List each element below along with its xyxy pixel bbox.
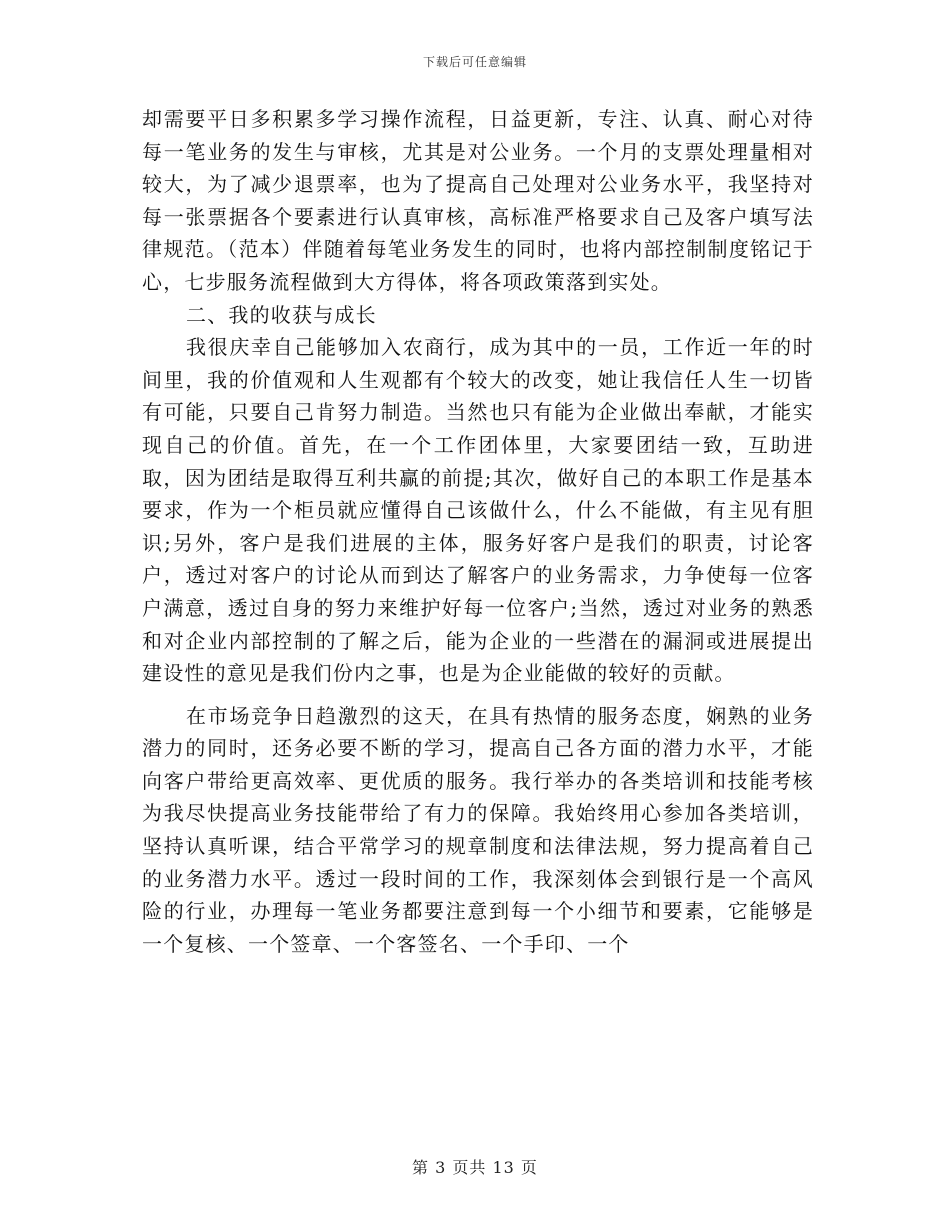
document-body [142,103,814,960]
page-header: 下载后可任意编辑 [422,55,527,69]
body-paragraph-2: 我很庆幸自己能够加入农商行，成为其中的一员，工作近一年的时间里，我的价值观和人生观都有个较大的改变，她让我信任人生一切皆有可能，只要自己肯努力制造。当然也只有能为企业做出奉献，才能实现自己的价值。首先，在一个工作团体里，大家要团结一致，互助进取，因为团结是取得互利共赢的前提;其次，做好自己的本职工作是基本要求，作为一个柜员就应懂得自己该做什么，什么不能做，有主见有胆识;另外，客户是我们进展的主体，服务好客户是我们的职责，讨论客户，透过对客户的讨论从而到达了解客户的业务需求，力争使每一位客户满意，透过自身的努力来维护好每一位客户;当然，透过对业务的熟悉和对企业内部控制的了解之后，能为企业的一些潜在的漏洞或进展提出建设性的意见是我们份内之事，也是为企业能做的较好的贡献。 [142,335,814,686]
body-paragraph-1: 却需要平日多积累多学习操作流程，日益更新，专注、认真、耐心对待每一笔业务的发生与审核，尤其是对公业务。一个月的支票处理量相对较大，为了减少退票率，也为了提高自己处理对公业务水平，我坚持对每一张票据各个要素进行认真审核，高标准严格要求自己及客户填写法律规范。（范本）伴随着每笔业务发生的同时，也将内部控制制度铭记于心，七步服务流程做到大方得体，将各项政策落到实处。 [142,107,814,294]
body-paragraph-3: 在市场竞争日趋激烈的这天，在具有热情的服务态度，娴熟的业务潜力的同时，还务必要不断的学习，提高自己各方面的潜力水平，才能向客户带给更高效率、更优质的服务。我行举办的各类培训和技能考核为我尽快提高业务技能带给了有力的保障。我始终用心参加各类培训，坚持认真听课，结合平常学习的规章制度和法律法规，努力提高着自己的业务潜力水平。透过一段时间的工作，我深刻体会到银行是一个高风险的行业，办理每一笔业务都要注意到每一个小细节和要素，它能够是一个复核、一个签章、一个客签名、一个手印、一个 [142,703,814,956]
page-footer: 第 3 页共 13 页 [412,1158,538,1177]
section-heading: 二、我的收获与成长 [186,302,377,327]
